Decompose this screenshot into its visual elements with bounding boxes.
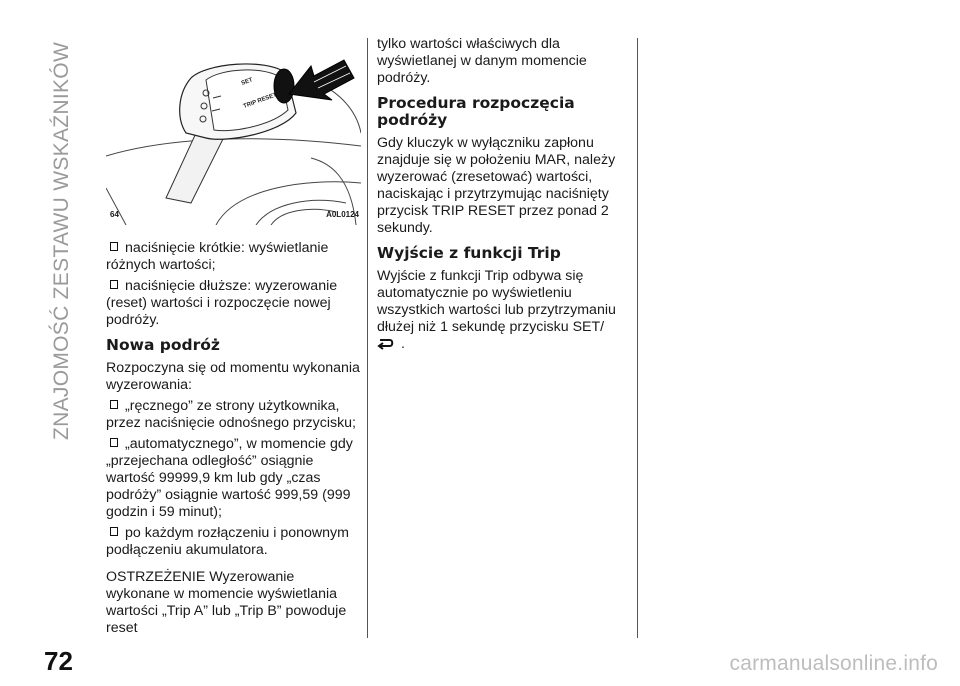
list-item: po każdym rozłączeniu i ponownym podłączeniu akumulatora. (106, 525, 349, 558)
column-divider-left (367, 38, 368, 638)
figure-number: 64 (110, 210, 119, 219)
bullet-box-icon (110, 242, 118, 251)
section-heading-start-trip: Procedura rozpoczęcia podróży (377, 94, 575, 129)
bullet-box-icon (110, 527, 118, 536)
figure-caption (106, 210, 361, 224)
column-divider-right (637, 38, 638, 638)
section-heading-new-trip: Nowa podróż (106, 336, 220, 354)
list-item: „ręcznego” ze strony użytkownika, przez naciśnięcie odnośnego przycisku; (106, 398, 356, 431)
bullet-box-icon (110, 400, 118, 409)
lever-trip-label: TRIP RESET (242, 92, 278, 110)
lever-set-label: SET (240, 77, 254, 87)
right-column (377, 36, 627, 361)
bullet-box-icon (110, 438, 118, 447)
paragraph: Wyjście z funkcji Trip odbywa się automatycznie po wyświetleniu wszystkich wartości lub przytrzymaniu dłużej niż 1 sekundę przycisku SET/ . (377, 268, 627, 357)
warning-paragraph: OSTRZEŻENIE Wyzerowanie wykonane w momencie wyświetlania wartości „Trip A” lub „Trip B” powoduje reset (106, 569, 347, 636)
figure-code: A0L0124 (326, 210, 359, 219)
bullet-box-icon (110, 280, 118, 289)
paragraph: Gdy kluczyk w wyłączniku zapłonu znajduje się w położeniu MAR, należy wyzerować (zresetować) wartości, naciskając i przytrzymując naciśnięty przycisk TRIP RESET przez ponad 2 sekundy. (377, 135, 616, 236)
list-item: „automatycznego”, w momencie gdy „przejechana odległość” osiągnie wartość 99999,9 km lub gdy „czas podróży” osiągnie wartość 999,59 (999 godzin i 59 minut); (106, 436, 353, 520)
paragraph: tylko wartości właściwych dla wyświetlanej w danym momencie podróży. (377, 36, 587, 86)
page-number: 72 (44, 646, 73, 676)
left-column (106, 240, 362, 641)
watermark: carmanualsonline.info (729, 652, 938, 675)
return-arrow-icon (377, 338, 395, 357)
chapter-side-title: ZNAJOMOŚĆ ZESTAWU WSKAŹNIKÓW (50, 41, 73, 440)
section-heading-exit-trip: Wyjście z funkcji Trip (377, 244, 561, 262)
paragraph: Rozpoczyna się od momentu wykonania wyzerowania: (106, 360, 360, 393)
list-item: naciśnięcie krótkie: wyświetlanie różnych wartości; (106, 240, 329, 273)
list-item: naciśnięcie dłuższe: wyzerowanie (reset) wartości i rozpoczęcie nowej podróży. (106, 278, 338, 328)
lever-illustration (106, 38, 361, 225)
